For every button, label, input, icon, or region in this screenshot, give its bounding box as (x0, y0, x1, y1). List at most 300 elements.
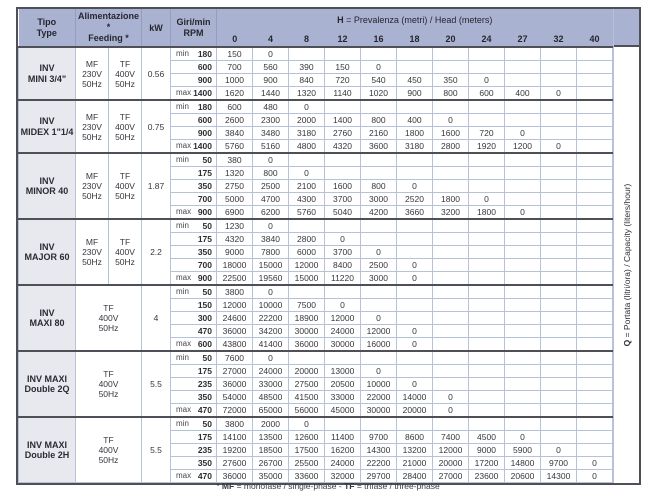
capacity-cell (469, 47, 505, 61)
capacity-cell: 33000 (325, 391, 361, 404)
capacity-cell (325, 153, 361, 167)
capacity-cell (577, 47, 613, 61)
capacity-cell: 0 (289, 100, 325, 114)
capacity-cell (505, 404, 541, 418)
capacity-cell: 25500 (289, 457, 325, 470)
capacity-cell (433, 338, 469, 352)
capacity-cell: 30000 (289, 325, 325, 338)
capacity-cell: 4800 (289, 140, 325, 154)
capacity-cell: 36000 (217, 325, 253, 338)
capacity-cell (541, 338, 577, 352)
capacity-cell (361, 285, 397, 299)
capacity-cell: 0 (397, 325, 433, 338)
capacity-cell (469, 233, 505, 246)
capacity-cell (469, 299, 505, 312)
capacity-cell: 41400 (253, 338, 289, 352)
capacity-cell: 540 (361, 74, 397, 87)
rpm-value: 50 (202, 353, 212, 363)
rpm-minmax-label: max (176, 405, 192, 414)
rpm-minmax-label: max (176, 273, 192, 282)
rpm-cell (171, 417, 217, 431)
capacity-cell: 1800 (433, 193, 469, 206)
rpm-cell (171, 285, 217, 299)
rpm-cell (171, 219, 217, 233)
capacity-cell: 24000 (253, 365, 289, 378)
q-axis-label: Q = Portata (litri/ora) / Capacity (liters/hour) (621, 183, 632, 347)
capacity-cell (577, 325, 613, 338)
capacity-cell: 13000 (325, 365, 361, 378)
capacity-cell: 14100 (217, 431, 253, 444)
capacity-cell (433, 167, 469, 180)
column-header-feeding: Alimentazione * Feeding * (76, 9, 142, 47)
capacity-cell: 1600 (325, 180, 361, 193)
capacity-cell (505, 233, 541, 246)
kw-cell: 5.5 (142, 417, 171, 483)
capacity-cell (361, 299, 397, 312)
capacity-cell (541, 206, 577, 220)
capacity-cell (397, 351, 433, 365)
capacity-cell: 5040 (325, 206, 361, 220)
rpm-value: 235 (197, 379, 212, 389)
capacity-cell (505, 299, 541, 312)
rpm-value: 180 (197, 49, 212, 59)
capacity-cell: 380 (217, 153, 253, 167)
capacity-cell: 150 (217, 47, 253, 61)
capacity-cell (505, 47, 541, 61)
capacity-cell (469, 167, 505, 180)
capacity-cell: 0 (505, 127, 541, 140)
capacity-cell (469, 259, 505, 272)
capacity-cell (433, 47, 469, 61)
capacity-cell: 0 (253, 219, 289, 233)
capacity-cell (577, 74, 613, 87)
rpm-minmax-label: max (176, 207, 192, 216)
capacity-cell: 4200 (361, 206, 397, 220)
capacity-cell (361, 153, 397, 167)
capacity-cell (469, 180, 505, 193)
capacity-cell: 3800 (217, 417, 253, 431)
capacity-cell (397, 299, 433, 312)
capacity-cell (541, 193, 577, 206)
capacity-cell: 22200 (361, 457, 397, 470)
capacity-cell: 600 (469, 87, 505, 101)
rpm-cell (171, 87, 217, 101)
capacity-cell: 3480 (253, 127, 289, 140)
capacity-cell (397, 365, 433, 378)
capacity-cell: 3660 (397, 206, 433, 220)
capacity-cell (469, 219, 505, 233)
capacity-cell: 16000 (361, 338, 397, 352)
capacity-cell: 450 (397, 74, 433, 87)
capacity-cell: 5760 (289, 206, 325, 220)
capacity-cell (397, 312, 433, 325)
capacity-cell (505, 285, 541, 299)
capacity-cell: 0 (397, 180, 433, 193)
capacity-cell (505, 114, 541, 127)
capacity-cell (469, 325, 505, 338)
rpm-cell (171, 153, 217, 167)
rpm-value: 150 (197, 300, 212, 310)
capacity-cell (577, 365, 613, 378)
capacity-cell: 9700 (361, 431, 397, 444)
capacity-cell (325, 351, 361, 365)
capacity-cell: 2750 (217, 180, 253, 193)
rpm-cell (171, 457, 217, 470)
rpm-value: 1400 (193, 141, 212, 151)
capacity-cell: 11220 (325, 272, 361, 286)
capacity-cell: 400 (397, 114, 433, 127)
capacity-cell: 35000 (253, 470, 289, 483)
capacity-cell: 0 (433, 391, 469, 404)
capacity-cell: 20600 (505, 470, 541, 483)
capacity-cell (505, 193, 541, 206)
capacity-cell: 13200 (397, 444, 433, 457)
capacity-cell: 32000 (325, 470, 361, 483)
capacity-cell: 1230 (217, 219, 253, 233)
type-cell: INV MAXI Double 2Q (19, 351, 76, 417)
column-header-type: Tipo Type (19, 9, 76, 47)
capacity-cell (541, 391, 577, 404)
capacity-cell: 0 (361, 365, 397, 378)
capacity-cell: 45000 (325, 404, 361, 418)
type-cell: INV MAXI 80 (19, 285, 76, 351)
kw-cell: 2.2 (142, 219, 171, 285)
capacity-cell: 0 (541, 444, 577, 457)
type-cell: INV MIDEX 1"1/4 (19, 100, 76, 153)
rpm-value: 900 (197, 128, 212, 138)
capacity-cell: 0 (289, 417, 325, 431)
capacity-cell (433, 100, 469, 114)
capacity-cell: 1200 (505, 140, 541, 154)
capacity-cell: 3840 (217, 127, 253, 140)
capacity-cell (289, 351, 325, 365)
capacity-cell: 3700 (325, 193, 361, 206)
capacity-cell (289, 153, 325, 167)
capacity-cell: 600 (217, 100, 253, 114)
h-value-header: 40 (577, 31, 613, 47)
capacity-cell: 0 (505, 206, 541, 220)
capacity-cell: 20000 (397, 404, 433, 418)
capacity-cell: 23600 (469, 470, 505, 483)
capacity-cell: 20000 (433, 457, 469, 470)
h-value-header: 32 (541, 31, 577, 47)
capacity-cell (289, 219, 325, 233)
capacity-cell (433, 233, 469, 246)
capacity-cell: 480 (253, 100, 289, 114)
capacity-cell: 19560 (253, 272, 289, 286)
capacity-cell (433, 325, 469, 338)
capacity-cell: 5000 (217, 193, 253, 206)
capacity-cell: 41500 (289, 391, 325, 404)
capacity-cell: 27000 (217, 365, 253, 378)
capacity-cell: 800 (361, 180, 397, 193)
table-row (19, 47, 613, 61)
capacity-cell: 27000 (433, 470, 469, 483)
rpm-cell (171, 272, 217, 286)
capacity-cell: 7400 (433, 431, 469, 444)
capacity-cell: 0 (325, 299, 361, 312)
table-row (19, 219, 613, 233)
rpm-value: 50 (202, 419, 212, 429)
capacity-cell (397, 233, 433, 246)
capacity-cell (541, 404, 577, 418)
capacity-cell (469, 391, 505, 404)
table-row (19, 351, 613, 365)
capacity-cell (577, 246, 613, 259)
capacity-cell: 18500 (253, 444, 289, 457)
capacity-cell: 900 (253, 74, 289, 87)
rpm-minmax-label: min (176, 155, 189, 164)
feeding-tf-cell: TF 400V 50Hz (76, 285, 142, 351)
type-cell: INV MINOR 40 (19, 153, 76, 219)
capacity-cell: 7800 (253, 246, 289, 259)
rpm-minmax-label: max (176, 339, 192, 348)
capacity-cell: 2500 (253, 180, 289, 193)
rpm-value: 700 (197, 194, 212, 204)
rpm-cell (171, 431, 217, 444)
capacity-cell (577, 140, 613, 154)
capacity-cell: 12000 (325, 312, 361, 325)
capacity-cell (577, 180, 613, 193)
kw-cell: 0.75 (142, 100, 171, 153)
capacity-cell (433, 312, 469, 325)
capacity-cell (325, 167, 361, 180)
capacity-cell: 30000 (325, 338, 361, 352)
capacity-cell (577, 167, 613, 180)
capacity-cell: 720 (325, 74, 361, 87)
capacity-cell: 1800 (469, 206, 505, 220)
capacity-cell: 48500 (253, 391, 289, 404)
rpm-cell (171, 259, 217, 272)
capacity-cell: 800 (361, 114, 397, 127)
capacity-cell: 3700 (325, 246, 361, 259)
capacity-cell: 27600 (217, 457, 253, 470)
capacity-cell: 0 (397, 378, 433, 391)
capacity-cell: 2160 (361, 127, 397, 140)
capacity-cell: 18000 (217, 259, 253, 272)
capacity-cell (505, 74, 541, 87)
rpm-value: 350 (197, 392, 212, 402)
capacity-cell: 0 (253, 153, 289, 167)
rpm-cell (171, 180, 217, 193)
feeding-mf-cell: MF 230V 50Hz (76, 219, 109, 285)
capacity-cell (361, 351, 397, 365)
capacity-cell: 0 (577, 470, 613, 483)
capacity-cell (469, 365, 505, 378)
capacity-cell: 1800 (397, 127, 433, 140)
rpm-value: 175 (197, 168, 212, 178)
capacity-cell (325, 219, 361, 233)
capacity-cell (397, 167, 433, 180)
capacity-cell (577, 100, 613, 114)
capacity-cell: 4500 (469, 431, 505, 444)
capacity-cell: 6900 (217, 206, 253, 220)
capacity-cell: 16200 (325, 444, 361, 457)
kw-cell: 5.5 (142, 351, 171, 417)
capacity-cell: 2000 (253, 417, 289, 431)
capacity-cell: 1920 (469, 140, 505, 154)
capacity-cell: 36000 (217, 378, 253, 391)
capacity-cell (469, 378, 505, 391)
capacity-cell: 6000 (289, 246, 325, 259)
capacity-cell (469, 153, 505, 167)
capacity-cell (361, 100, 397, 114)
rpm-value: 350 (197, 247, 212, 257)
feeding-mf-cell: MF 230V 50Hz (76, 47, 109, 100)
feeding-tf-cell: TF 400V 50Hz (76, 417, 142, 483)
pump-capacity-table (18, 9, 613, 483)
capacity-cell: 2760 (325, 127, 361, 140)
capacity-cell (541, 180, 577, 193)
feeding-tf-cell: TF 400V 50Hz (109, 47, 142, 100)
capacity-cell: 12600 (289, 431, 325, 444)
kw-cell: 1.87 (142, 153, 171, 219)
capacity-cell (361, 47, 397, 61)
rpm-value: 900 (197, 207, 212, 217)
capacity-cell: 3180 (289, 127, 325, 140)
table-row (19, 417, 613, 431)
rpm-cell (171, 127, 217, 140)
capacity-cell: 8400 (325, 259, 361, 272)
rpm-value: 50 (202, 155, 212, 165)
capacity-cell: 30000 (361, 404, 397, 418)
capacity-cell (469, 312, 505, 325)
capacity-cell (541, 378, 577, 391)
capacity-cell: 1400 (325, 114, 361, 127)
rpm-cell (171, 299, 217, 312)
capacity-cell (397, 100, 433, 114)
rpm-value: 180 (197, 102, 212, 112)
rpm-value: 50 (202, 287, 212, 297)
rpm-minmax-label: min (176, 419, 189, 428)
capacity-cell: 56000 (289, 404, 325, 418)
capacity-cell (577, 417, 613, 431)
capacity-cell: 1320 (289, 87, 325, 101)
capacity-cell (505, 180, 541, 193)
capacity-cell: 65000 (253, 404, 289, 418)
capacity-cell (433, 417, 469, 431)
rpm-cell (171, 312, 217, 325)
capacity-cell (433, 153, 469, 167)
capacity-cell (577, 285, 613, 299)
capacity-cell: 700 (217, 61, 253, 74)
capacity-cell (541, 351, 577, 365)
rpm-value: 235 (197, 445, 212, 455)
capacity-cell (433, 246, 469, 259)
capacity-cell: 0 (361, 246, 397, 259)
table-frame (16, 7, 641, 485)
feeding-mf-cell: MF 230V 50Hz (76, 153, 109, 219)
capacity-cell (577, 219, 613, 233)
capacity-cell (433, 299, 469, 312)
capacity-cell: 36000 (289, 338, 325, 352)
capacity-cell (505, 100, 541, 114)
capacity-cell: 33000 (253, 378, 289, 391)
capacity-cell: 0 (325, 233, 361, 246)
feeding-tf-cell: TF 400V 50Hz (76, 351, 142, 417)
capacity-cell: 2520 (397, 193, 433, 206)
h-value-header: 27 (505, 31, 541, 47)
capacity-cell: 43800 (217, 338, 253, 352)
rpm-value: 700 (197, 260, 212, 270)
capacity-cell: 4320 (325, 140, 361, 154)
rpm-minmax-label: min (176, 287, 189, 296)
kw-cell: 0.56 (142, 47, 171, 100)
capacity-cell: 390 (289, 61, 325, 74)
capacity-cell (505, 338, 541, 352)
capacity-cell (577, 272, 613, 286)
capacity-cell (541, 431, 577, 444)
capacity-cell: 1440 (253, 87, 289, 101)
capacity-cell (469, 417, 505, 431)
capacity-cell: 17200 (469, 457, 505, 470)
rpm-cell (171, 167, 217, 180)
capacity-cell (289, 285, 325, 299)
capacity-cell: 720 (469, 127, 505, 140)
capacity-cell (577, 87, 613, 101)
capacity-cell (577, 61, 613, 74)
type-cell: INV MAXI Double 2H (19, 417, 76, 483)
capacity-cell (577, 312, 613, 325)
capacity-cell (541, 246, 577, 259)
header-row-1 (19, 9, 613, 31)
rpm-cell (171, 404, 217, 418)
rpm-value: 175 (197, 234, 212, 244)
capacity-cell: 5160 (253, 140, 289, 154)
capacity-cell: 2100 (289, 180, 325, 193)
capacity-cell (397, 246, 433, 259)
capacity-cell (505, 167, 541, 180)
capacity-cell (577, 114, 613, 127)
capacity-cell: 28400 (397, 470, 433, 483)
h-axis-header: H = Prevalenza (metri) / Head (meters) (217, 9, 613, 31)
capacity-cell: 4700 (253, 193, 289, 206)
capacity-cell: 12000 (289, 259, 325, 272)
capacity-cell: 33600 (289, 470, 325, 483)
capacity-cell (325, 47, 361, 61)
rpm-value: 350 (197, 181, 212, 191)
capacity-cell: 34200 (253, 325, 289, 338)
capacity-cell: 14000 (397, 391, 433, 404)
rpm-cell (171, 351, 217, 365)
capacity-cell: 0 (433, 114, 469, 127)
capacity-cell: 0 (253, 47, 289, 61)
rpm-cell (171, 61, 217, 74)
rpm-cell (171, 378, 217, 391)
capacity-cell: 6200 (253, 206, 289, 220)
rpm-minmax-label: max (176, 88, 192, 97)
capacity-cell (397, 47, 433, 61)
table-row (19, 100, 613, 114)
rpm-value: 900 (197, 273, 212, 283)
capacity-cell (397, 285, 433, 299)
capacity-cell: 0 (505, 431, 541, 444)
rpm-value: 300 (197, 313, 212, 323)
kw-cell: 4 (142, 285, 171, 351)
rpm-value: 600 (197, 115, 212, 125)
capacity-cell (469, 100, 505, 114)
capacity-cell (505, 325, 541, 338)
rpm-cell (171, 338, 217, 352)
capacity-cell: 22200 (253, 312, 289, 325)
rpm-value: 175 (197, 432, 212, 442)
capacity-cell (325, 100, 361, 114)
capacity-cell: 27500 (289, 378, 325, 391)
capacity-cell (541, 417, 577, 431)
capacity-cell (577, 351, 613, 365)
column-header-kw: kW (142, 9, 171, 47)
capacity-cell: 3600 (361, 140, 397, 154)
